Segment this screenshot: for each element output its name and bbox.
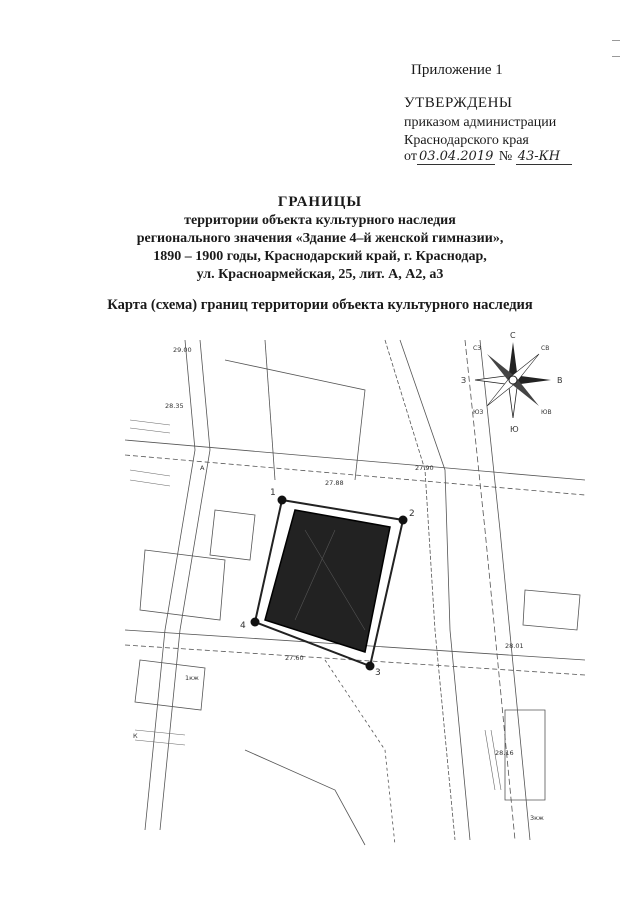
boundary-map <box>125 330 590 850</box>
point-label-4: 4 <box>240 621 246 631</box>
number-prefix: № <box>498 149 513 164</box>
boundary-point-2 <box>399 516 408 525</box>
title-line-3: 1890 – 1900 годы, Краснодарский край, г. Краснодар, <box>153 249 487 264</box>
boundary-point-4 <box>251 618 260 627</box>
document-heading: ГРАНИЦЫ <box>277 194 363 210</box>
compass-sw: ЮЗ <box>473 409 484 416</box>
point-label-3: 3 <box>375 668 381 678</box>
boundary-point-3 <box>366 662 375 671</box>
elevation-label: 27.60 <box>285 654 304 662</box>
elevation-label: 28.01 <box>505 642 524 650</box>
margin-mark <box>612 56 620 57</box>
elevation-label: 28.35 <box>165 402 184 410</box>
building-label: К <box>133 732 138 740</box>
boundary-point-1 <box>278 496 287 505</box>
order-number: 43-КН <box>516 149 572 165</box>
compass-north: С <box>510 331 516 340</box>
compass-se: ЮВ <box>541 409 552 416</box>
compass-south: Ю <box>510 425 519 434</box>
building-label: 3кж <box>530 814 544 822</box>
region-line: Краснодарского края <box>404 133 529 148</box>
elevation-label: 28.16 <box>495 749 514 757</box>
appendix-label: Приложение 1 <box>411 62 503 78</box>
order-date: 03.04.2019 <box>418 149 494 164</box>
compass-west: З <box>461 376 467 385</box>
title-line-1: территории объекта культурного наследия <box>184 213 456 228</box>
point-label-1: 1 <box>270 488 276 498</box>
date-prefix: от <box>404 149 417 164</box>
order-line: приказом администрации <box>404 115 557 130</box>
map-caption: Карта (схема) границ территории объекта культурного наследия <box>107 297 533 313</box>
point-label-2: 2 <box>409 509 415 519</box>
title-line-4: ул. Красноармейская, 25, лит. А, А2, а3 <box>196 267 444 282</box>
elevation-label: 29.00 <box>173 346 192 354</box>
compass-rose <box>461 331 563 434</box>
date-number-line <box>404 149 572 165</box>
compass-east: В <box>557 376 563 385</box>
compass-ne: СВ <box>541 345 550 352</box>
margin-mark <box>612 40 620 41</box>
compass-nw: СЗ <box>473 345 482 352</box>
elevation-label: 27.88 <box>325 479 344 487</box>
territory-boundary <box>255 500 403 666</box>
elevation-label: 27.90 <box>415 464 434 472</box>
approved-heading: УТВЕРЖДЕНЫ <box>404 95 513 111</box>
building-label: А <box>200 464 205 472</box>
title-line-2: регионального значения «Здание 4–й женской гимназии», <box>136 231 504 246</box>
building-label: 1кж <box>185 674 199 682</box>
